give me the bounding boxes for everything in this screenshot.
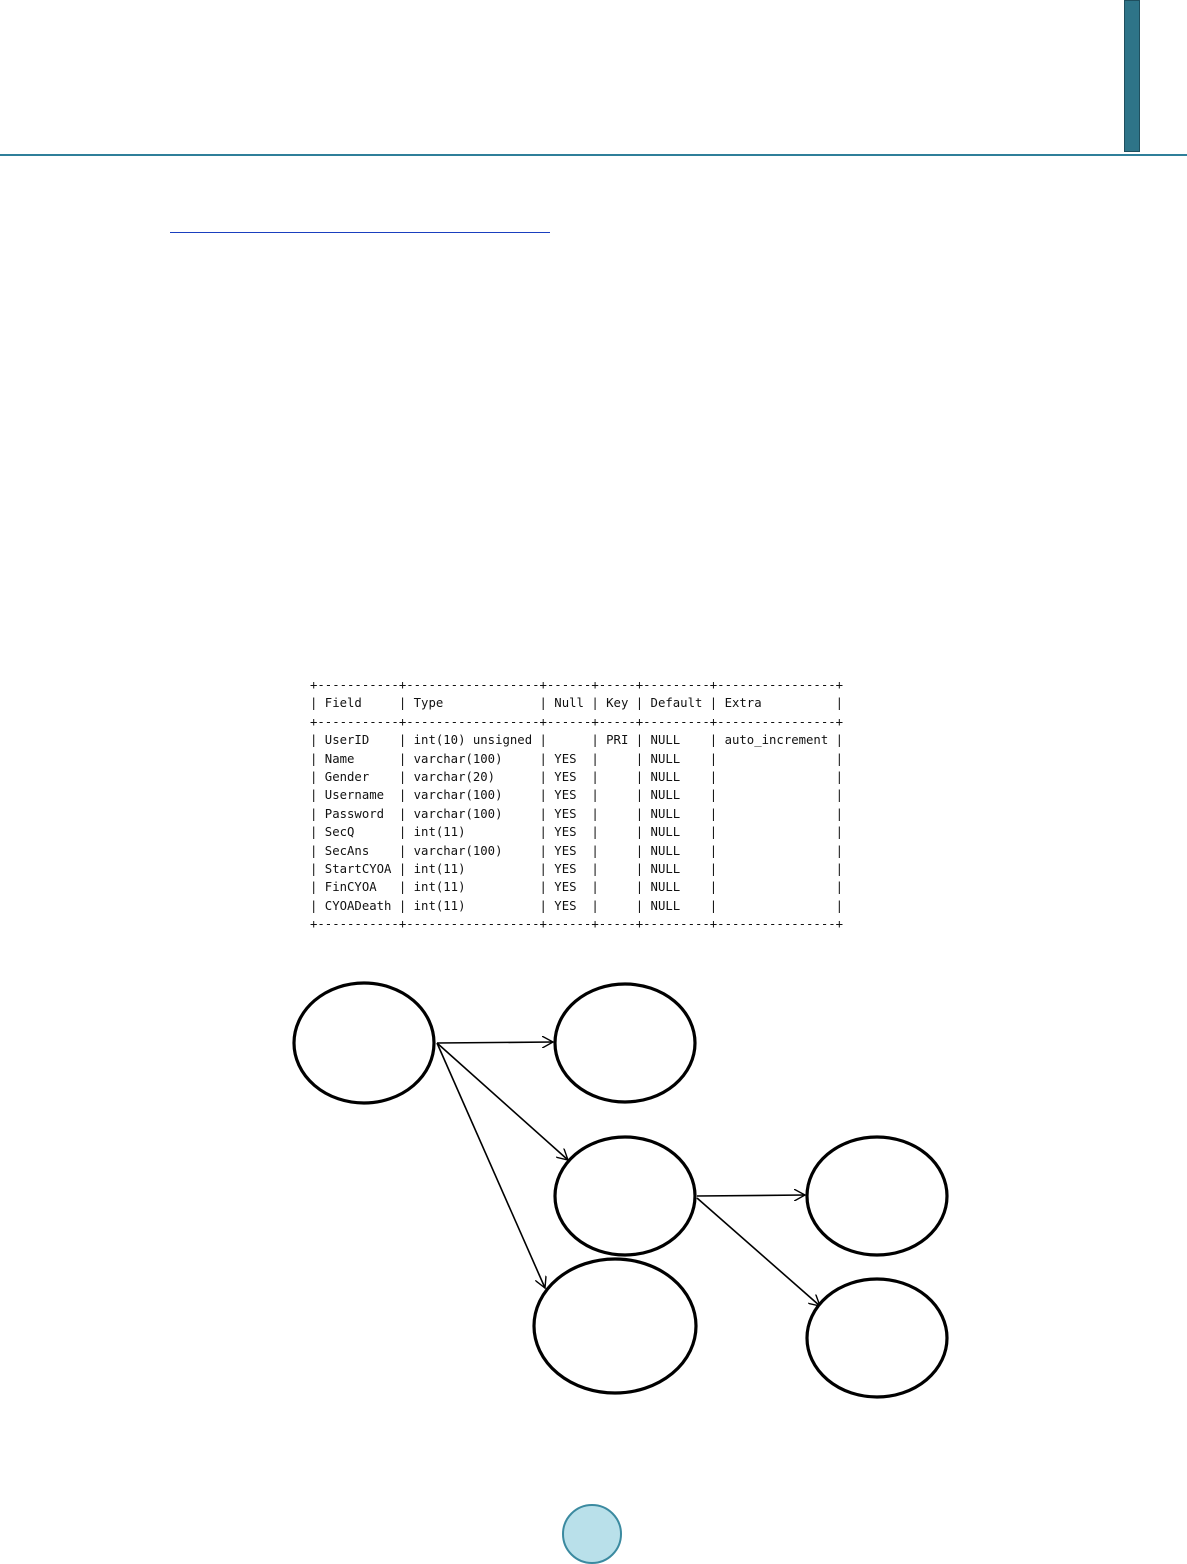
flow-diagram: [280, 970, 960, 1410]
diagram-node-n6: [807, 1279, 947, 1397]
table-text: +-----------+------------------+------+-----+---------+----------------+ | Field | Type | Null | Key | Default | Extra | +-----------+------------------+------+-----+---------+----------------+ | UserID | int(10) unsigned | | PRI | NULL | auto_increment | | Name | varchar(100) | YES | | NULL | | | Gender | varchar(20) | YES | | NULL | | | Username | varchar(100) | YES | | NULL | | | Password | varchar(100) | YES | | NULL | | | SecQ | int(11) | YES | | NULL | | | SecAns | varchar(100) | YES | | NULL | | | StartCYOA | int(11) | YES | | NULL | | | FinCYOA | int(11) | YES | | NULL | | | CYOADeath | int(11) | YES | | NULL | | +-----------+------------------+------+-----+---------+----------------+: [310, 678, 844, 932]
diagram-node-n2: [555, 984, 695, 1102]
diagram-node-n4: [534, 1259, 696, 1393]
diagram-node-n1: [294, 983, 434, 1103]
diagram-node-n5: [807, 1137, 947, 1255]
edge-arrow-n1-to-n3: [437, 1043, 568, 1160]
edge-arrow-n3-to-n6: [697, 1198, 820, 1306]
page-number-badge: [562, 1504, 622, 1564]
diagram-node-n3: [555, 1137, 695, 1255]
edge-arrow-n1-to-n2: [437, 1042, 553, 1043]
mysql-describe-table: [310, 676, 935, 932]
edge-arrow-n3-to-n5: [697, 1195, 805, 1196]
header-accent-tab: [1124, 0, 1140, 152]
header-rule: [0, 154, 1187, 156]
edge-arrow-n1-to-n4: [437, 1043, 545, 1288]
reference-link[interactable]: [170, 212, 550, 233]
